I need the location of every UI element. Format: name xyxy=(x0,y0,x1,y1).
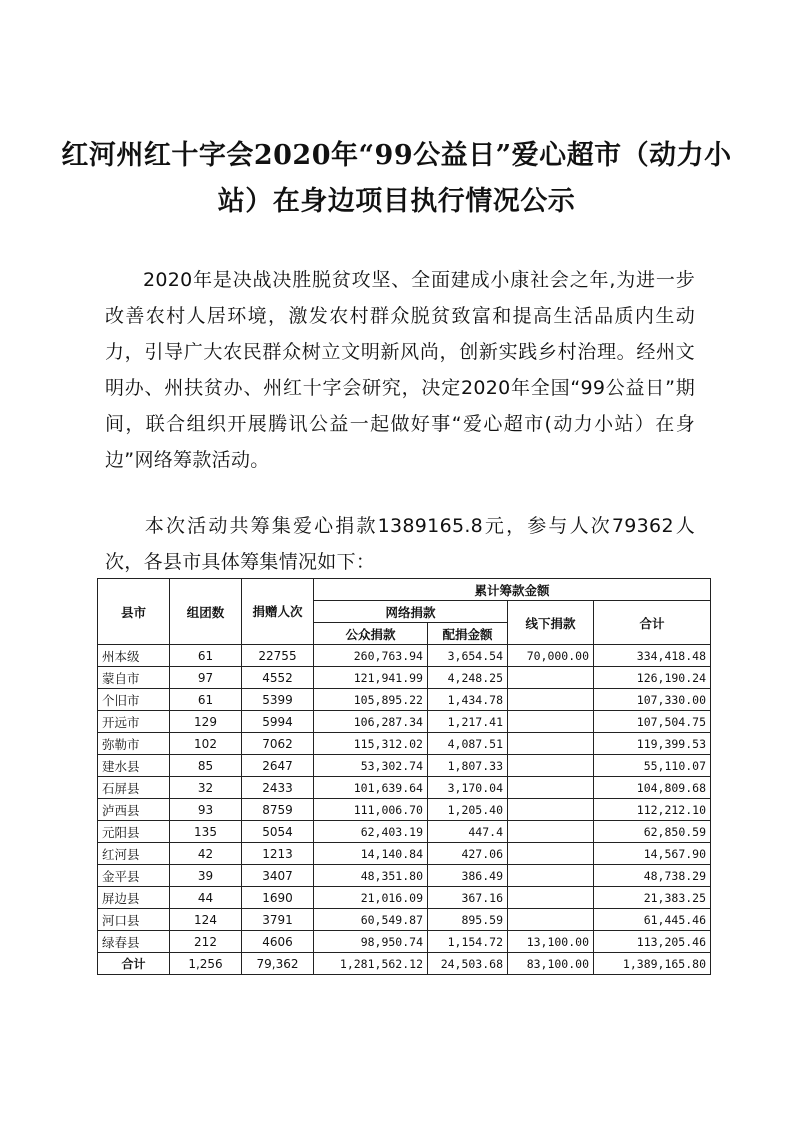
table-row xyxy=(98,667,711,689)
cell-offline: 70,000.00 xyxy=(508,645,594,667)
cell-total: 112,212.10 xyxy=(594,799,711,821)
header-offline: 线下捐款 xyxy=(508,601,594,645)
cell-offline: 13,100.00 xyxy=(508,931,594,953)
cell-matching: 447.4 xyxy=(428,821,508,843)
cell-public: 121,941.99 xyxy=(314,667,428,689)
cell-offline xyxy=(508,887,594,909)
cell-public: 48,351.80 xyxy=(314,865,428,887)
cell-groups: 93 xyxy=(170,799,242,821)
cell-donors: 7062 xyxy=(242,733,314,755)
cell-groups: 135 xyxy=(170,821,242,843)
cell-donors: 2433 xyxy=(242,777,314,799)
cell-matching: 895.59 xyxy=(428,909,508,931)
cell-matching: 1,807.33 xyxy=(428,755,508,777)
cell-total: 1,389,165.80 xyxy=(594,953,711,975)
cell-donors: 5054 xyxy=(242,821,314,843)
cell-offline: 83,100.00 xyxy=(508,953,594,975)
header-public: 公众捐款 xyxy=(314,623,428,645)
cell-donors: 3407 xyxy=(242,865,314,887)
cell-total: 126,190.24 xyxy=(594,667,711,689)
cell-groups: 39 xyxy=(170,865,242,887)
cell-groups: 212 xyxy=(170,931,242,953)
cell-total: 21,383.25 xyxy=(594,887,711,909)
cell-donors: 22755 xyxy=(242,645,314,667)
donation-table xyxy=(97,578,711,975)
cell-matching: 3,654.54 xyxy=(428,645,508,667)
header-county: 县市 xyxy=(98,579,170,645)
cell-total: 14,567.90 xyxy=(594,843,711,865)
header-online: 网络捐款 xyxy=(314,601,508,623)
summary-paragraph xyxy=(105,508,695,580)
page-title: 红河州红十字会2020年“99公益日”爱心超市（动力小站）在身边项目执行情况公示 xyxy=(61,140,732,217)
table-total-row xyxy=(98,953,711,975)
cell-matching: 386.49 xyxy=(428,865,508,887)
table-row xyxy=(98,909,711,931)
cell-donors: 5399 xyxy=(242,689,314,711)
cell-public: 98,950.74 xyxy=(314,931,428,953)
cell-county: 红河县 xyxy=(98,843,170,865)
cell-matching: 1,205.40 xyxy=(428,799,508,821)
cell-offline xyxy=(508,821,594,843)
cell-public: 53,302.74 xyxy=(314,755,428,777)
cell-total: 48,738.29 xyxy=(594,865,711,887)
header-groups: 组团数 xyxy=(170,579,242,645)
cell-county: 蒙自市 xyxy=(98,667,170,689)
cell-offline xyxy=(508,843,594,865)
cell-donors: 1690 xyxy=(242,887,314,909)
cell-public: 101,639.64 xyxy=(314,777,428,799)
cell-groups: 44 xyxy=(170,887,242,909)
cell-donors: 3791 xyxy=(242,909,314,931)
cell-groups: 97 xyxy=(170,667,242,689)
cell-offline xyxy=(508,909,594,931)
table-row xyxy=(98,799,711,821)
table-row xyxy=(98,711,711,733)
cell-public: 14,140.84 xyxy=(314,843,428,865)
cell-county: 元阳县 xyxy=(98,821,170,843)
cell-donors: 1213 xyxy=(242,843,314,865)
table-row xyxy=(98,931,711,953)
cell-total: 107,330.00 xyxy=(594,689,711,711)
cell-groups: 124 xyxy=(170,909,242,931)
cell-groups: 102 xyxy=(170,733,242,755)
cell-matching: 3,170.04 xyxy=(428,777,508,799)
table-row xyxy=(98,821,711,843)
cell-county: 泸西县 xyxy=(98,799,170,821)
table-row xyxy=(98,865,711,887)
cell-county: 个旧市 xyxy=(98,689,170,711)
cell-matching: 367.16 xyxy=(428,887,508,909)
cell-groups: 32 xyxy=(170,777,242,799)
summary-paragraph-text: 本次活动共筹集爱心捐款1389165.8元，参与人次79362人次，各县市具体筹集情况如下： xyxy=(105,515,695,573)
cell-donors: 5994 xyxy=(242,711,314,733)
cell-groups: 61 xyxy=(170,689,242,711)
cell-groups: 61 xyxy=(170,645,242,667)
cell-public: 21,016.09 xyxy=(314,887,428,909)
cell-county: 弥勒市 xyxy=(98,733,170,755)
cell-county: 州本级 xyxy=(98,645,170,667)
cell-county: 开远市 xyxy=(98,711,170,733)
cell-total: 113,205.46 xyxy=(594,931,711,953)
cell-total: 107,504.75 xyxy=(594,711,711,733)
cell-donors: 4552 xyxy=(242,667,314,689)
cell-offline xyxy=(508,711,594,733)
cell-groups: 1,256 xyxy=(170,953,242,975)
cell-donors: 79,362 xyxy=(242,953,314,975)
cell-matching: 1,217.41 xyxy=(428,711,508,733)
cell-total: 55,110.07 xyxy=(594,755,711,777)
header-donors: 捐赠人次 xyxy=(242,579,314,645)
cell-total: 61,445.46 xyxy=(594,909,711,931)
cell-offline xyxy=(508,689,594,711)
cell-county: 绿春县 xyxy=(98,931,170,953)
cell-matching: 24,503.68 xyxy=(428,953,508,975)
cell-total: 104,809.68 xyxy=(594,777,711,799)
cell-donors: 2647 xyxy=(242,755,314,777)
cell-public: 260,763.94 xyxy=(314,645,428,667)
cell-donors: 4606 xyxy=(242,931,314,953)
cell-offline xyxy=(508,667,594,689)
table-row xyxy=(98,777,711,799)
cell-county: 屏边县 xyxy=(98,887,170,909)
cell-offline xyxy=(508,733,594,755)
cell-county: 河口县 xyxy=(98,909,170,931)
cell-county: 合计 xyxy=(98,953,170,975)
table-body xyxy=(98,645,711,975)
header-total: 合计 xyxy=(594,601,711,645)
cell-county: 建水县 xyxy=(98,755,170,777)
cell-county: 金平县 xyxy=(98,865,170,887)
cell-groups: 42 xyxy=(170,843,242,865)
cell-total: 62,850.59 xyxy=(594,821,711,843)
cell-public: 106,287.34 xyxy=(314,711,428,733)
table-row xyxy=(98,733,711,755)
cell-offline xyxy=(508,865,594,887)
cell-groups: 129 xyxy=(170,711,242,733)
cell-public: 1,281,562.12 xyxy=(314,953,428,975)
table-row xyxy=(98,645,711,667)
cell-public: 111,006.70 xyxy=(314,799,428,821)
cell-matching: 427.06 xyxy=(428,843,508,865)
table-row xyxy=(98,755,711,777)
cell-matching: 4,087.51 xyxy=(428,733,508,755)
cell-offline xyxy=(508,777,594,799)
intro-paragraph xyxy=(105,262,695,478)
cell-offline xyxy=(508,799,594,821)
cell-matching: 1,154.72 xyxy=(428,931,508,953)
cell-total: 334,418.48 xyxy=(594,645,711,667)
intro-paragraph-text: 2020年是决战决胜脱贫攻坚、全面建成小康社会之年,为进一步改善农村人居环境，激发农村群众脱贫致富和提高生活品质内生动力，引导广大农民群众树立文明新风尚，创新实践乡村治理。经州文明办、州扶贫办、州红十字会研究，决定2020年全国“99公益日”期间，联合组织开展腾讯公益一起做好事“爱心超市(动力小站）在身边”网络筹款活动。 xyxy=(105,269,695,471)
cell-total: 119,399.53 xyxy=(594,733,711,755)
cell-offline xyxy=(508,755,594,777)
header-matching: 配捐金额 xyxy=(428,623,508,645)
cell-public: 105,895.22 xyxy=(314,689,428,711)
cell-matching: 4,248.25 xyxy=(428,667,508,689)
cell-public: 60,549.87 xyxy=(314,909,428,931)
table-row xyxy=(98,689,711,711)
header-cumulative: 累计筹款金额 xyxy=(314,579,711,601)
cell-donors: 8759 xyxy=(242,799,314,821)
table-row xyxy=(98,843,711,865)
cell-public: 62,403.19 xyxy=(314,821,428,843)
table-row xyxy=(98,887,711,909)
cell-county: 石屏县 xyxy=(98,777,170,799)
cell-public: 115,312.02 xyxy=(314,733,428,755)
cell-matching: 1,434.78 xyxy=(428,689,508,711)
cell-groups: 85 xyxy=(170,755,242,777)
